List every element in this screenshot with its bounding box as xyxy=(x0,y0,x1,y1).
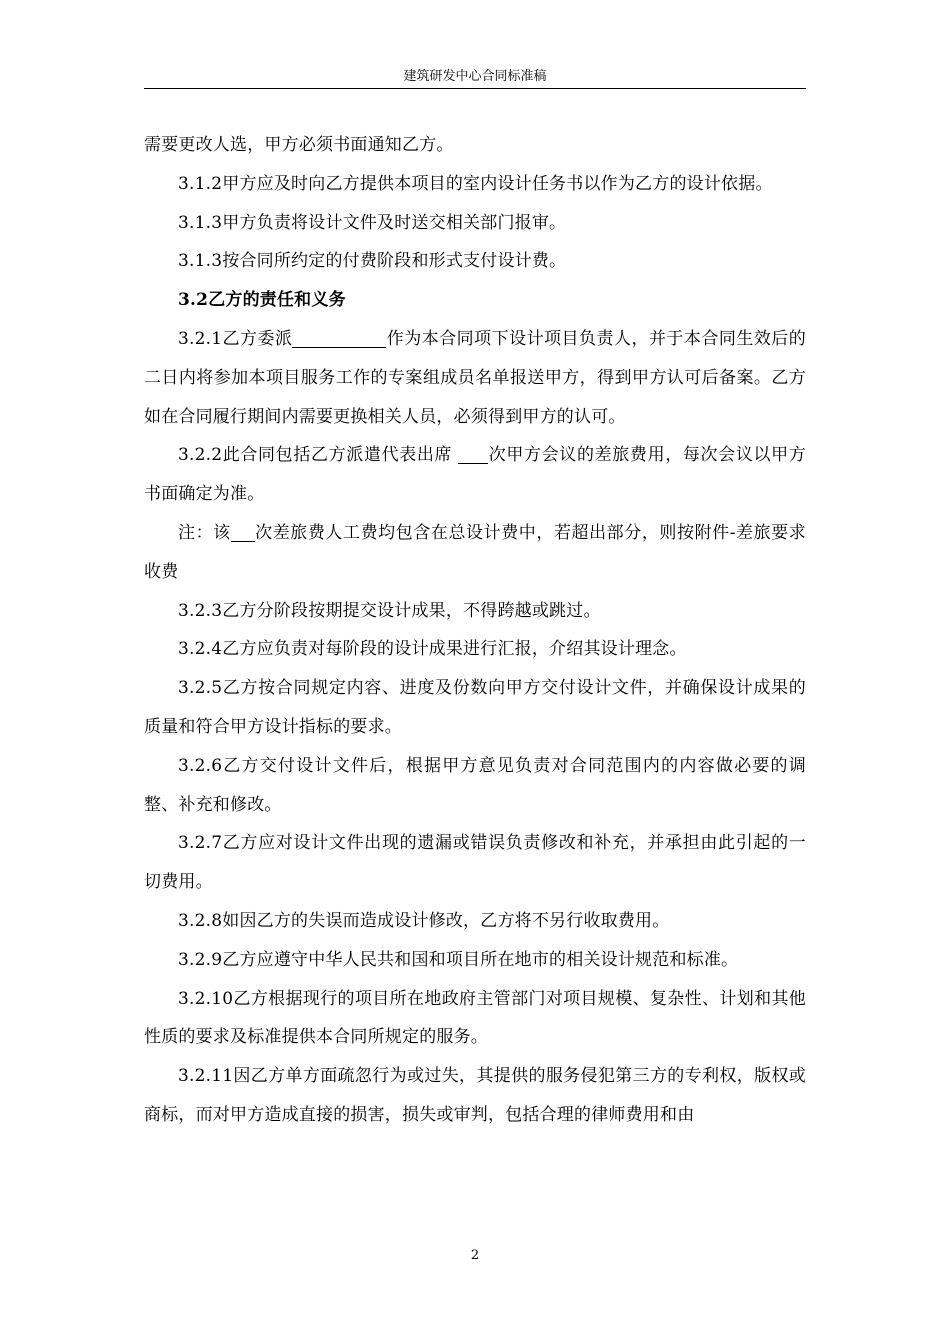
document-body xyxy=(144,126,806,1135)
clause-3-2-10: 3.2.10乙方根据现行的项目所在地政府主管部门对项目规模、复杂性、计划和其他性质的要求及标准提供本合同所规定的服务。 xyxy=(144,988,806,1048)
clause-3-2-8: 3.2.8如因乙方的失误而造成设计修改，乙方将不另行收取费用。 xyxy=(178,910,670,931)
clause-3-2-2 xyxy=(144,436,806,514)
paragraph-continuation: 需要更改人选，甲方必须书面通知乙方。 xyxy=(144,135,454,155)
clause-3-2-2-text-start: 3.2.2此合同包括乙方派遣代表出席 xyxy=(178,445,459,466)
clause-3-2-2-text-end: 次甲方会议的差旅费用，每次会议以甲方书面确定为准。 xyxy=(144,445,806,505)
clause-3-2-11: 3.2.11因乙方单方面疏忽行为或过失，其提供的服务侵犯第三方的专利权，版权或商标，而对甲方造成直接的损害，损失或审判，包括合理的律师费用和由 xyxy=(144,1066,806,1125)
clause-3-2-1-text-end: 作为本合同项下设计项目负责人，并于本合同生效后的二日内将参加本项目服务工作的专案组成员名单报送甲方，得到甲方认可后备案。乙方如在合同履行期间内需要更换相关人员，必须得到甲方的认可。 xyxy=(144,328,806,427)
note-text-end: 次差旅费人工费均包含在总设计费中，若超出部分，则按附件-差旅要求收费 xyxy=(144,522,806,582)
clause-3-2-5: 3.2.5乙方按合同规定内容、进度及份数向甲方交付设计文件，并确保设计成果的质量和符合甲方设计指标的要求。 xyxy=(144,678,806,737)
clause-3-1-2: 3.1.2甲方应及时向乙方提供本项目的室内设计任务书以作为乙方的设计依据。 xyxy=(178,173,773,194)
clause-3-1-3-payment: 3.1.3按合同所约定的付费阶段和形式支付设计费。 xyxy=(178,251,567,272)
clause-3-1-3-review: 3.1.3甲方负责将设计文件及时送交相关部门报审。 xyxy=(178,212,567,233)
page-header: 建筑研发中心合同标准稿 xyxy=(403,69,547,84)
clause-3-2-6: 3.2.6乙方交付设计文件后，根据甲方意见负责对合同范围内的内容做必要的调整、补充和修改。 xyxy=(144,755,806,815)
trip-count-blank xyxy=(231,521,255,542)
clause-3-2-9: 3.2.9乙方应遵守中华人民共和国和项目所在地市的相关设计规范和标准。 xyxy=(178,949,739,970)
clause-3-2-4: 3.2.4乙方应负责对每阶段的设计成果进行汇报，介绍其设计理念。 xyxy=(178,639,687,660)
meeting-count-blank xyxy=(458,443,488,464)
note-text-start: 注：该 xyxy=(178,522,231,543)
clause-3-2-3: 3.2.3乙方分阶段按期提交设计成果，不得跨越或跳过。 xyxy=(178,600,601,621)
clause-3-2-7: 3.2.7乙方应对设计文件出现的遗漏或错误负责修改和补充，并承担由此引起的一切费用。 xyxy=(144,833,806,893)
clause-3-2-1 xyxy=(144,320,806,436)
clause-3-2-1-text-start: 3.2.1乙方委派 xyxy=(178,328,293,349)
representative-name-blank xyxy=(292,327,386,348)
section-heading-3-2: 3.2乙方的责任和义务 xyxy=(178,290,346,311)
clause-note xyxy=(144,514,806,592)
page-number: 2 xyxy=(470,1248,480,1263)
header-divider xyxy=(144,88,806,89)
